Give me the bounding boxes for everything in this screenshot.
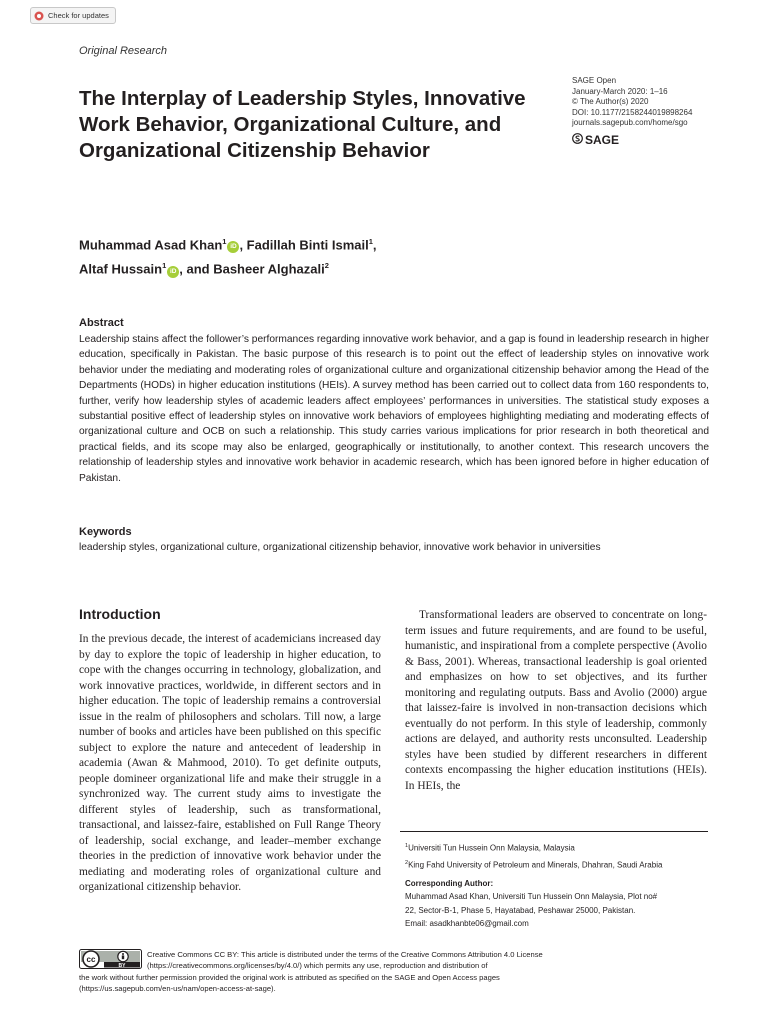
journal-name: SAGE Open [572,76,617,85]
journal-doi[interactable]: DOI: 10.1177/2158244019898264 [572,107,693,117]
corresponding-author-label: Corresponding Author: [405,879,494,888]
license-line[interactable]: (https://us.sagepub.com/en-us/nam/open-access-at-sage). [79,983,276,993]
orcid-icon[interactable]: iD [167,266,179,278]
introduction-right-column: Transformational leaders are observed to concentrate on long-term issues and future requirements, and are found to be useful, humanistic, and inspirational from a complete perspective (Avolio & Bass, 2001). Whereas, transactional leadership is goal oriented and emphasizes on how to set objectives, and its further monitoring and regulating outputs. Bass and Avolio (2000) argue that laissez-faire is involved in non-transaction decisions which eventually do not perform. In this style of leadership, commonly actions are delayed, and authority rests unconsulted. Leadership styles have been studied by different researchers in different contexts encompassing the higher education institutions (HEIs). In HEIs, the [405,609,707,792]
sage-logo-icon [572,133,583,147]
author-affiliation-mark: 1 [368,237,373,246]
affiliations [405,839,662,873]
check-updates-icon [34,11,44,21]
check-for-updates-button[interactable] [30,7,116,24]
corresponding-author-address: Muhammad Asad Khan, Universiti Tun Hussein Onn Malaysia, Plot no# [405,892,658,902]
keywords-heading: Keywords [79,526,132,538]
article-type-label: Original Research [79,45,168,57]
article-title: The Interplay of Leadership Styles, Innovative Work Behavior, Organizational Culture, and Organizational Citizenship Behavior [79,87,526,162]
orcid-icon[interactable]: iD [227,241,239,253]
affiliation-item: $^1$Universiti Tun Hussein Onn Malaysia, Malaysia [405,843,575,853]
author-list: Muhammad Asad Khan$^1$iD , Fadillah Binti Ismail$^1$, Altaf Hussain$^1$iD , and Basheer Alghazali$^2$ [79,237,377,277]
author-name: Altaf Hussain [79,261,163,277]
sage-logo [572,133,619,147]
journal-issue: January-March 2020: 1–16 [572,86,668,96]
corresponding-author [405,877,657,930]
license-line: Creative Commons CC BY: This article is distributed under the terms of the Creative Commons Attribution 4.0 License [147,950,543,959]
by-text: BY [118,962,126,969]
check-for-updates-label: Check for updates [48,11,109,20]
author-name: Muhammad Asad Khan [79,237,223,253]
journal-info [572,76,692,129]
footnote-divider [400,831,708,832]
author-name: Fadillah Binti Ismail [246,237,369,253]
journal-url[interactable]: journals.sagepub.com/home/sgo [572,118,688,128]
journal-copyright: © The Author(s) 2020 [572,97,649,107]
author-affiliation-mark: 1 [222,237,227,246]
abstract-heading: Abstract [79,317,124,329]
license-text [79,949,719,994]
author-affiliation-mark: 2 [324,261,329,271]
author-affiliation-mark: 1 [162,261,167,271]
introduction-left-column: In the previous decade, the interest of academicians increased day by day to explore the topic of leadership in higher education, to cope with the changes occurring in technology, globalization, and work innovative practices, worldwide, in different sectors and in higher education. The topic of leadership remains a controversial issue in the realm of philosophers and scholars. Till now, a large number of books and articles have been published on this specific subject to explore the nature and antecedent of leadership in academia (Awan & Mahmood, 2010). To get definite outputs, people domineer organizational life and make their struggle in a synchronized way. The current study aims to investigate the different styles of leadership, such as transformational, transactional, and laissez-faire, established on Full Range Theory of leadership, social exchange, and leader–member exchange theories in the prediction of innovative work behavior under the mediating and moderating roles of organizational culture and organizational citizenship behavior. [79,633,381,893]
author-name: and Basheer Alghazali [186,261,325,277]
corresponding-author-address: 22, Sector-B-1, Phase 5, Hayatabad, Peshawar 25000, Pakistan. [405,905,636,915]
license-line[interactable]: (https://creativecommons.org/licenses/by/4.0/) which permits any use, reproduction and distribution of [147,961,488,971]
abstract-text: Leadership stains affect the follower’s performances regarding innovative work behavior, and a gap is found in leadership research in higher education, specifically in Pakistan. The basic purpose of this research is to point out the effect of leadership styles on innovative work behavior under the mediating and moderating roles of organizational culture and organizational citizenship behavior among the Head of the Departments (HODs) in higher education institutions (HEIs). A survey method has been carried out to collect data from 160 respondents to, further, verify how leadership styles of academic leaders affect employees’ performances in universities. The statistical study exposes a substantial positive effect of leadership styles on innovative work behaviors of employees highlighting mediating and moderating effects of organizational culture and OCB on such a relationship. This study carries various implications for prior research in both theoretical and practical fields, and its scope may also be enlarged, geographically or institutionally, to another context. This research uncovers the relationship of leadership styles and innovative work behavior in academic research, which has been ignored before in higher education of Pakistan. [79,334,709,484]
affiliation-item: $^2$King Fahd University of Petroleum and Minerals, Dhahran, Saudi Arabia [405,860,663,870]
cc-text: cc [86,955,96,964]
corresponding-author-email[interactable]: Email: asadkhanbte06@gmail.com [405,918,529,928]
keywords-text: leadership styles, organizational culture, organizational citizenship behavior, innovative work behavior in universities [79,542,601,553]
license-line: the work without further permission provided the original work is attributed as specified on the SAGE and Open Access pages [79,972,500,982]
introduction-heading: Introduction [79,606,161,622]
sage-logo-text: SAGE [585,133,620,147]
